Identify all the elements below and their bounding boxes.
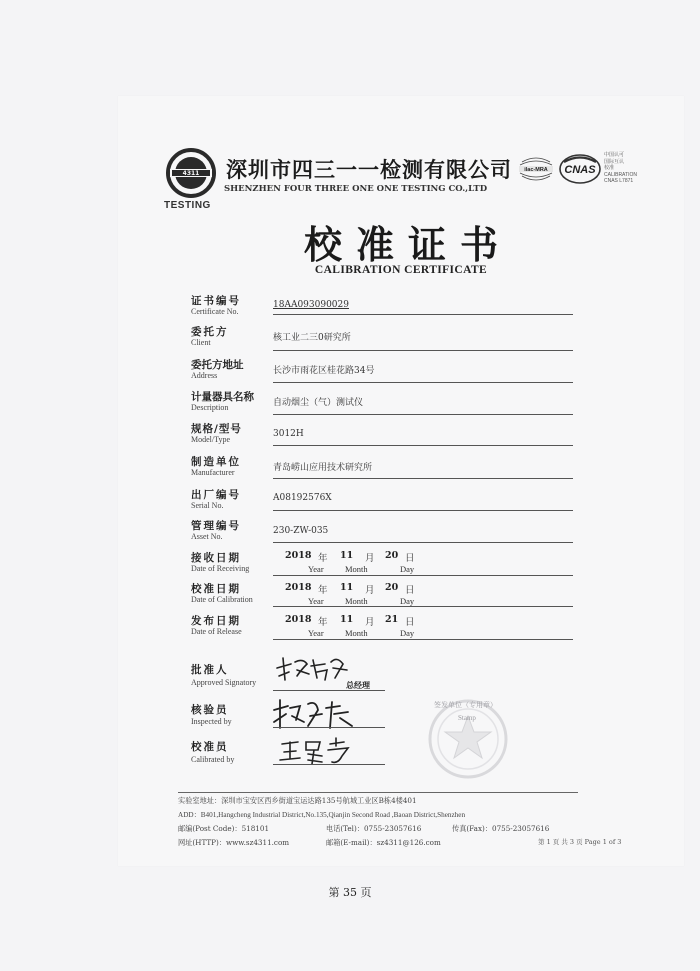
day-unit-cn: 日 [405,553,415,564]
field-underline [273,639,573,640]
company-name-en: SHENZHEN FOUR THREE ONE ONE TESTING CO.,LTD [224,184,488,194]
ilac-label: ilac-MRA [524,167,548,173]
field-label-en: Certificate No. [191,307,239,316]
signature-underline [273,690,385,691]
field-label-en: Serial No. [191,501,224,510]
certificate-title-en: CALIBRATION CERTIFICATE [314,264,488,276]
field-label-en: Description [191,403,229,412]
year-unit-en: Year [308,564,324,574]
footer-divider [178,792,578,793]
stamp-text: 签发单位（专用章） [434,701,497,709]
field-label-en: Manufacturer [191,468,235,477]
day-unit-cn: 日 [405,585,415,596]
month-unit-cn: 月 [365,553,375,564]
field-label-en: Model/Type [191,435,230,444]
company-name-cn: 深圳市四三一一检测有限公司 [226,157,512,182]
date-label-cn: 接收日期 [191,552,241,564]
date-label-en: Date of Calibration [191,595,253,604]
day-unit-en: Day [400,596,415,606]
certificate-title-cn: 校准证书 [303,222,512,267]
month-unit-en: Month [345,628,368,638]
field-label-cn: 出厂编号 [191,489,241,501]
month-unit-cn: 月 [365,617,375,628]
field-underline [273,542,573,543]
footer-fax: 传真(Fax)：0755-23057616 [452,824,550,833]
cnas-label: CNAS [564,164,596,176]
approver-title: 总经理 [346,680,370,690]
date-label-cn: 校准日期 [191,583,241,595]
field-underline [273,606,573,607]
field-label-cn: 委托方 [191,326,229,338]
field-underline [273,575,573,576]
date-day: 20 [385,582,399,593]
field-label-cn: 委托方地址 [191,359,244,371]
logo-number: 4311 [182,170,200,178]
approver-signature-icon [273,654,353,686]
field-value: 3012H [273,429,304,439]
footer-postcode: 邮编(Post Code)：518101 [178,824,270,833]
field-label-cn: 证书编号 [191,295,241,307]
date-day: 21 [385,614,399,625]
footer-website: 网址(HTTP)：www.sz4311.com [178,838,290,847]
field-underline [273,382,573,383]
field-underline [273,350,573,351]
date-label-en: Date of Receiving [191,564,250,573]
date-year: 2018 [285,550,312,561]
calibrator-label-cn: 校准员 [191,741,229,753]
field-label-cn: 制造单位 [191,456,241,468]
date-month: 11 [340,582,354,593]
year-unit-cn: 年 [318,617,328,628]
field-label-en: Address [191,371,218,380]
field-underline [273,478,573,479]
year-unit-cn: 年 [318,585,328,596]
field-value: 青岛崂山应用技术研究所 [273,463,373,473]
logo-wordmark: TESTING [164,200,211,211]
month-unit-en: Month [345,564,368,574]
field-underline [273,314,573,315]
year-unit-en: Year [308,628,324,638]
date-year: 2018 [285,614,312,625]
field-value: 230-ZW-035 [273,526,329,536]
calibrator-label-en: Calibrated by [191,755,235,764]
footer-email: 邮箱(E-mail)：sz4311@126.com [326,838,441,847]
day-unit-en: Day [400,628,415,638]
day-unit-en: Day [400,564,415,574]
date-month: 11 [340,550,354,561]
field-label-en: Client [191,338,211,347]
field-label-cn: 管理编号 [191,520,241,532]
field-value: 核工业二三0研究所 [273,333,351,343]
ilac-mra-icon [516,152,556,186]
footer-address-cn: 实验室地址：深圳市宝安区西乡街道宝运达路135号航城工业区B栋4楼401 [178,796,417,805]
inspector-label-en: Inspected by [191,717,232,726]
inspector-label-cn: 核验员 [191,704,229,716]
signature-underline [273,727,385,728]
page-number: 第 35 页 [328,886,372,899]
year-unit-cn: 年 [318,553,328,564]
day-unit-cn: 日 [405,617,415,628]
cnas-icon [558,152,602,186]
field-label-cn: 计量器具名称 [191,391,254,403]
field-label-en: Asset No. [191,532,223,541]
month-unit-en: Month [345,596,368,606]
footer-address-en: ADD：B401,Hangcheng Industrial District,No.135,Qianjin Second Road ,Baoan District,Shenzhen [178,811,466,819]
signature-underline [273,764,385,765]
field-value: 长沙市雨花区桂花路34号 [273,366,375,376]
field-value: 自动烟尘（气）测试仪 [273,398,364,408]
year-unit-en: Year [308,596,324,606]
company-logo-icon [166,148,216,198]
field-underline [273,414,573,415]
field-label-cn: 规格/型号 [191,423,242,435]
month-unit-cn: 月 [365,585,375,596]
date-month: 11 [340,614,354,625]
field-value: 18AA093090029 [273,300,349,310]
date-label-cn: 发布日期 [191,615,241,627]
cnas-accreditation-text: 中国认可 国际互认 校准 CALIBRATION CNAS L7871 [604,152,637,184]
approver-label-cn: 批准人 [191,664,229,676]
field-underline [273,510,573,511]
calibrator-signature-icon [278,736,358,766]
field-value: A08192576X [273,493,332,503]
date-day: 20 [385,550,399,561]
certificate-sheet [118,96,684,866]
footer-tel: 电话(Tel)：0755-23057616 [326,824,422,833]
page-count: 第 1 页 共 3 页 Page 1 of 3 [538,838,622,846]
date-label-en: Date of Release [191,627,242,636]
embossed-stamp [418,694,518,784]
stamp-text-en: Stamp [458,714,476,722]
field-underline [273,445,573,446]
date-year: 2018 [285,582,312,593]
approver-label-en: Approved Signatory [191,678,257,687]
